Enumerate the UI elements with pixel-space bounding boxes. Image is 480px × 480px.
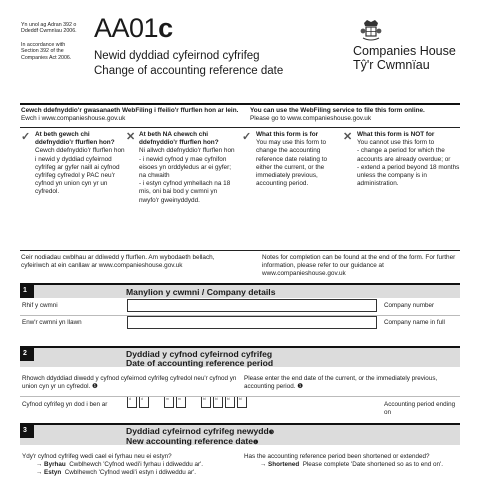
info-list [139, 156, 236, 205]
company-name-label-english: Company name in full [384, 319, 445, 326]
info-column-use-welsh [21, 131, 125, 197]
info-body: You may use this form to change the accounting reference date relating to either the current, or the immediately previous, accounting period. [256, 139, 328, 188]
date-digit-month[interactable]: m [164, 397, 174, 408]
brand-name-welsh: Tŷ'r Cwmnïau [353, 58, 430, 72]
period-end-label-welsh: Cyfnod cyfrifeg yn dod i ben ar [22, 401, 108, 408]
form-title-welsh: Newid dyddiad cyfeirnod cyfrifeg [94, 50, 260, 62]
title-text: New accounting reference date [126, 436, 254, 446]
list-item: - i newid cyfnod y mae cyfnifon eisoes yn orddyledus ar ei gyfer; na chwaith [139, 155, 232, 180]
section-title-welsh: Dyddiad y cyfnod cyfeirnod cyfrifeg [126, 349, 273, 359]
info-icon: ❶ [253, 440, 259, 446]
info-title: What this form is NOT for [357, 131, 435, 138]
section-number: 3 [20, 425, 34, 438]
section-2-instruction-english [244, 375, 460, 391]
option-key: → Shortened [260, 461, 300, 468]
option-key: → Byrhau [36, 461, 66, 468]
company-name-label-welsh: Enw'r cwmni yn llawn [22, 319, 82, 326]
extend-option-welsh [36, 469, 246, 477]
shorten-option-english [260, 461, 460, 469]
info-title: At beth NA chewch chi ddefnyddio'r ffurflen hon? [139, 131, 219, 147]
webfiling-notice-english [250, 107, 460, 123]
section-number: 1 [20, 285, 34, 298]
divider-webfiling [20, 127, 460, 128]
info-title: At beth gewch chi ddefnyddio'r ffurflen hon? [35, 131, 115, 147]
list-item: - change a period for which the accounts are already overdue; or [357, 147, 451, 163]
company-name-field[interactable] [127, 316, 377, 329]
cross-icon: ✕ [126, 131, 136, 143]
section-title: Manylion y cwmni / Company details [126, 287, 276, 297]
divider-info [20, 250, 460, 251]
webfiling-welsh-bold: Cewch ddefnyddio'r gwasanaeth WebFiling i ffeilio'r ffurflen hon ar lein. [21, 107, 239, 114]
section-1-header [20, 283, 460, 298]
date-digit-year[interactable]: bl [237, 397, 247, 408]
notes-english: Notes for completion can be found at the end of the form. For further information, please refer to our guidance at www.companieshouse.gov.uk [262, 254, 456, 278]
brand-name-english: Companies House [353, 44, 456, 58]
notes-welsh: Ceir nodiadau cwblhau ar ddiwedd y ffurflen. Am wybodaeth bellach, cyfeiriwch at ein canllaw ar www.companieshouse.gov.uk [21, 254, 215, 270]
list-item: - extend a period beyond 18 months unless the company is in administration. [357, 163, 460, 188]
webfiling-welsh-rest: Ewch i www.companieshouse.gov.uk [21, 115, 126, 123]
info-icon: ❶ [297, 382, 303, 390]
option-text: Cwblhewch 'Cyfnod wedi'i estyn i ddiweddu ar'. [64, 469, 197, 476]
form-code-prefix: AA01 [94, 13, 159, 43]
webfiling-english-bold: You can use the WebFiling service to file this form online. [250, 107, 425, 114]
info-body: You cannot use this form to [357, 139, 435, 147]
form-code [94, 13, 173, 43]
section-title-english [126, 436, 258, 448]
shorten-option-welsh [36, 461, 246, 469]
cross-icon: ✕ [343, 131, 353, 143]
date-digit-year[interactable]: bl [213, 397, 223, 408]
title-text: Dyddiad cyfeirnod cyfrifeg newydd [126, 426, 269, 436]
section-2-instruction-welsh [22, 375, 240, 391]
option-text: Cwblhewch 'Cyfnod wedi'i fyrhau i ddiweddu ar'. [69, 461, 204, 468]
date-digit-day[interactable]: d [139, 397, 149, 408]
date-digit-day[interactable]: d [127, 397, 137, 408]
info-title: What this form is for [256, 131, 319, 138]
webfiling-english-rest: Please go to www.companieshouse.gov.uk [250, 115, 372, 123]
section-2-header [20, 346, 460, 367]
date-digit-month[interactable]: m [176, 397, 186, 408]
check-icon: ✓ [21, 131, 31, 143]
section-3-header [20, 423, 460, 445]
legal-reference-welsh: Yn unol ag Adran 392 o Ddeddf Cwmnïau 2006. [21, 22, 77, 35]
section-3-question-welsh: Ydy'r cyfnod cyfrifeg wedi cael ei fyrhau neu ei estyn? [22, 453, 172, 460]
webfiling-notice-welsh [21, 107, 241, 123]
date-digit-year[interactable]: bl [201, 397, 211, 408]
section-title-english: Date of accounting reference period [126, 358, 274, 368]
instruction-text: Rhowch ddyddiad diwedd y cyfnod cyfeirnod cyfrifeg cyfredol neu'r cyfnod yn union cyn yr un cyfredol. [22, 375, 237, 390]
company-number-field[interactable] [127, 299, 377, 312]
info-list [357, 147, 460, 188]
section-3-question-english: Has the accounting reference period been shortened or extended? [244, 453, 430, 460]
form-code-suffix: c [158, 13, 173, 43]
info-body: Cewch ddefnyddio'r ffurflen hon i newid y dyddiad cyfeirnod cyfrifeg ar gyfer naill ai cyfnod cyfrifeg cyfredol y PAC neu'r cyfnod yn union cyn yr un cyfredol. [35, 147, 125, 196]
period-end-date-field[interactable] [127, 397, 377, 409]
date-digit-year[interactable]: bl [225, 397, 235, 408]
option-key: → Estyn [36, 469, 62, 476]
info-icon: ❶ [92, 382, 98, 390]
company-number-label-welsh: Rhif y cwmni [22, 302, 58, 309]
info-body: Ni allwch ddefnyddio'r ffurflen hon [139, 147, 235, 155]
list-item: - i estyn cyfnod ymhellach na 18 mis, oni bai bod y cwmni yn nwyfo'r gweinyddydd. [139, 180, 231, 204]
crest-icon [360, 18, 382, 42]
section-number: 2 [20, 348, 34, 361]
option-text: Please complete 'Date shortened so as to end on'. [302, 461, 444, 468]
company-number-label-english: Company number [384, 302, 435, 309]
period-end-label-english: Accounting period ending on [384, 401, 456, 416]
instruction-text: Please enter the end date of the current, or the immediately previous, accounting period. [244, 375, 438, 390]
check-icon: ✓ [242, 131, 252, 143]
info-icon: ❸ [268, 430, 275, 436]
legal-reference-english: In accordance with Section 392 of the Companies Act 2006. [21, 42, 72, 61]
info-column-use-english [242, 131, 344, 188]
form-title-english: Change of accounting reference date [94, 65, 284, 77]
info-column-not-use-welsh [126, 131, 236, 205]
divider-top [20, 103, 460, 105]
info-column-not-use-english [343, 131, 460, 188]
